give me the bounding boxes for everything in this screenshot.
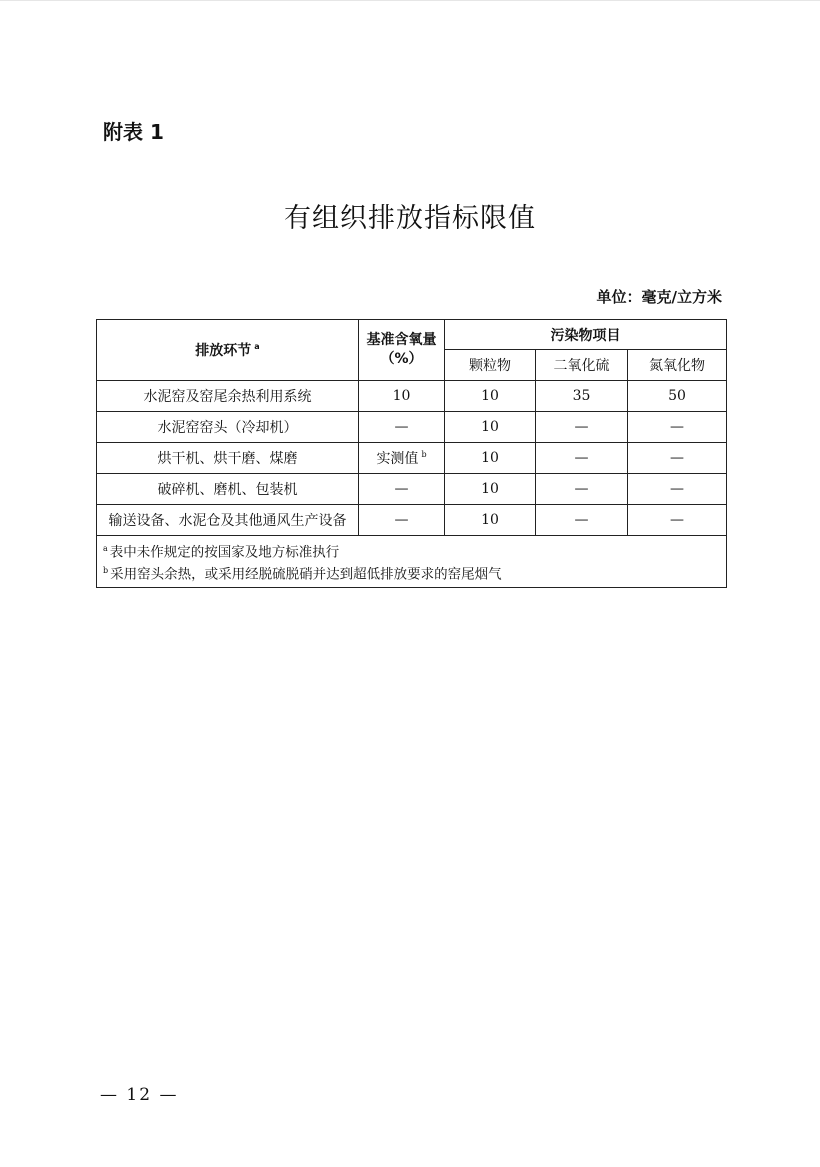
cell-oxygen-value: 10 — [392, 388, 411, 404]
page-title: 有组织排放指标限值 — [284, 203, 536, 234]
header-particulate: 颗粒物 — [445, 350, 536, 381]
cell-so2: — — [536, 443, 628, 474]
note-b — [103, 562, 720, 584]
header-so2: 二氧化硫 — [536, 350, 628, 381]
table-notes-row — [97, 536, 727, 588]
table-row — [97, 505, 727, 536]
header-stage — [97, 320, 359, 381]
cell-stage: 水泥窑窑头（冷却机） — [97, 412, 359, 443]
cell-stage: 破碎机、磨机、包装机 — [97, 474, 359, 505]
cell-so2: — — [536, 505, 628, 536]
cell-so2: — — [536, 412, 628, 443]
cell-oxygen-value: 实测值 — [376, 451, 419, 467]
cell-oxygen — [359, 505, 445, 536]
cell-oxygen-value: — — [394, 512, 409, 528]
cell-nox: 50 — [628, 381, 727, 412]
table-row — [97, 381, 727, 412]
header-nox: 氮氧化物 — [628, 350, 727, 381]
cell-particulate: 10 — [445, 412, 536, 443]
table-notes — [97, 536, 727, 588]
page-top-border — [0, 0, 820, 1]
cell-particulate: 10 — [445, 443, 536, 474]
table-row — [97, 412, 727, 443]
cell-oxygen — [359, 443, 445, 474]
cell-oxygen-note: b — [421, 450, 427, 460]
note-a — [103, 540, 720, 562]
unit-label: 单位：毫克/立方米 — [596, 288, 722, 306]
note-a-mark: a — [103, 544, 108, 553]
cell-oxygen-value: — — [394, 419, 409, 435]
cell-so2: 35 — [536, 381, 628, 412]
note-b-mark: b — [103, 565, 109, 575]
header-oxygen-unit: （%） — [380, 351, 423, 367]
cell-oxygen — [359, 412, 445, 443]
table-header-row — [97, 320, 727, 350]
cell-particulate: 10 — [445, 474, 536, 505]
cell-nox: — — [628, 474, 727, 505]
cell-stage: 输送设备、水泥仓及其他通风生产设备 — [97, 505, 359, 536]
cell-particulate: 10 — [445, 381, 536, 412]
header-pollutants: 污染物项目 — [445, 320, 727, 350]
cell-nox: — — [628, 443, 727, 474]
header-stage-note: a — [254, 342, 260, 352]
appendix-label: 附表 1 — [103, 120, 164, 144]
table-row — [97, 474, 727, 505]
note-b-text: 采用窑头余热，或采用经脱硫脱硝并达到超低排放要求的窑尾烟气 — [110, 566, 502, 582]
page-number: — 12 — — [100, 1085, 179, 1105]
cell-nox: — — [628, 505, 727, 536]
cell-oxygen-value: — — [394, 481, 409, 497]
header-stage-label: 排放环节 — [195, 343, 252, 359]
header-oxygen-label: 基准含氧量 — [366, 332, 437, 348]
cell-particulate: 10 — [445, 505, 536, 536]
cell-oxygen — [359, 381, 445, 412]
cell-stage: 烘干机、烘干磨、煤磨 — [97, 443, 359, 474]
cell-oxygen — [359, 474, 445, 505]
table-row — [97, 443, 727, 474]
note-a-text: 表中未作规定的按国家及地方标准执行 — [109, 544, 340, 561]
cell-nox: — — [628, 412, 727, 443]
cell-stage: 水泥窑及窑尾余热利用系统 — [97, 381, 359, 412]
cell-so2: — — [536, 474, 628, 505]
emission-limits-table — [96, 319, 727, 588]
header-oxygen — [359, 320, 445, 381]
